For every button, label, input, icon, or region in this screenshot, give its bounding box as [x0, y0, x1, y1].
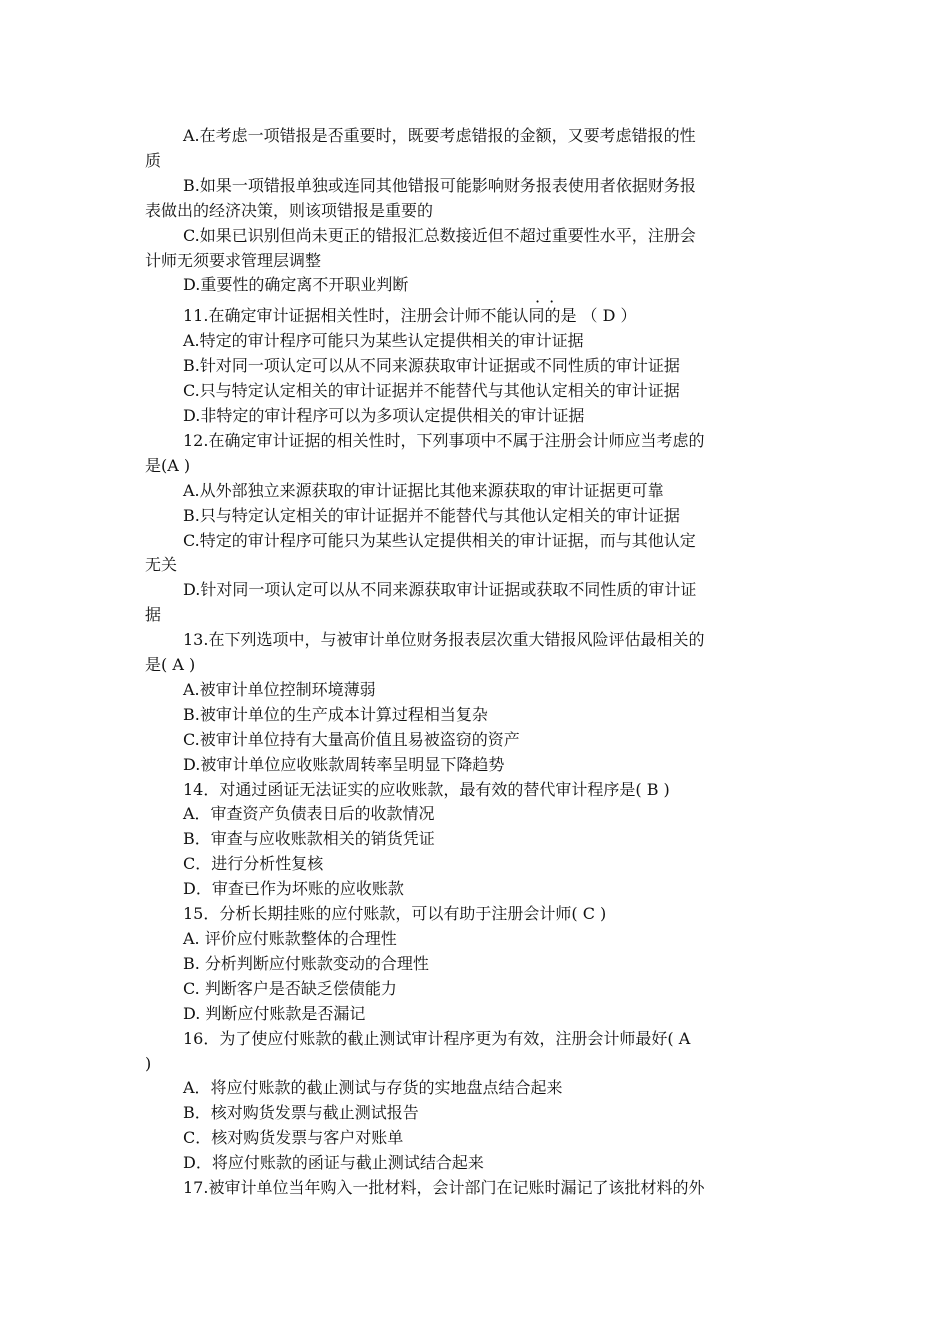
- text-line: 质: [145, 150, 162, 170]
- text-line: A.被审计单位控制环境薄弱: [183, 679, 376, 699]
- text-line: D.针对同一项认定可以从不同来源获取审计证据或获取不同性质的审计证: [183, 580, 697, 600]
- emphasis-dots: ··: [535, 292, 564, 312]
- text-line: C. 判断客户是否缺乏偿债能力: [183, 978, 397, 998]
- text-line: B.如果一项错报单独或连同其他错报可能影响财务报表使用者依据财务报: [183, 175, 696, 195]
- text-line: B．审查与应收账款相关的销货凭证: [183, 829, 435, 849]
- text-line: 13.在下列选项中，与被审计单位财务报表层次重大错报风险评估最相关的: [183, 630, 705, 650]
- text-line: 15．分析长期挂账的应付账款，可以有助于注册会计师( C ): [183, 904, 607, 924]
- text-line: D. 判断应付账款是否漏记: [183, 1003, 366, 1023]
- text-line: B．核对购货发票与截止测试报告: [183, 1103, 419, 1123]
- text-line: C.特定的审计程序可能只为某些认定提供相关的审计证据，而与其他认定: [183, 530, 696, 550]
- text-line: 计师无须要求管理层调整: [145, 250, 322, 270]
- text-line: B.针对同一项认定可以从不同来源获取审计证据或不同性质的审计证据: [183, 356, 680, 376]
- text-line: 12.在确定审计证据的相关性时，下列事项中不属于注册会计师应当考虑的: [183, 430, 705, 450]
- text-line: 无关: [145, 555, 178, 575]
- text-line: C．核对购货发票与客户对账单: [183, 1128, 404, 1148]
- text-line: A．将应付账款的截止测试与存货的实地盘点结合起来: [183, 1078, 563, 1098]
- text-line: D.非特定的审计程序可以为多项认定提供相关的审计证据: [183, 405, 585, 425]
- text-line: 14．对通过函证无法证实的应收账款，最有效的替代审计程序是( B ): [183, 779, 670, 799]
- text-line: D.被审计单位应收账款周转率呈明显下降趋势: [183, 754, 505, 774]
- text-line: B. 分析判断应付账款变动的合理性: [183, 953, 429, 973]
- text-line: A.从外部独立来源获取的审计证据比其他来源获取的审计证据更可靠: [183, 480, 664, 500]
- text-line: 据: [145, 605, 162, 625]
- text-line: 17.被审计单位当年购入一批材料，会计部门在记账时漏记了该批材料的外: [183, 1178, 705, 1198]
- text-line: D．审查已作为坏账的应收账款: [183, 879, 404, 899]
- text-line: A.特定的审计程序可能只为某些认定提供相关的审计证据: [183, 331, 584, 351]
- text-line: ): [145, 1053, 152, 1073]
- text-line: C.只与特定认定相关的审计证据并不能替代与其他认定相关的审计证据: [183, 381, 680, 401]
- text-line: D.重要性的确定离不开职业判断: [183, 275, 409, 295]
- text-line: B.被审计单位的生产成本计算过程相当复杂: [183, 704, 488, 724]
- text-line: C.如果已识别但尚未更正的错报汇总数接近但不超过重要性水平，注册会: [183, 225, 696, 245]
- text-line: B.只与特定认定相关的审计证据并不能替代与其他认定相关的审计证据: [183, 505, 680, 525]
- text-line: 是( A ): [145, 655, 196, 675]
- text-line: A.在考虑一项错报是否重要时，既要考虑错报的金额，又要考虑错报的性: [183, 126, 696, 145]
- text-line: A. 评价应付账款整体的合理性: [183, 929, 397, 948]
- text-line: C.被审计单位持有大量高价值且易被盗窃的资产: [183, 729, 520, 749]
- text-line: A．审查资产负债表日后的收款情况: [183, 804, 435, 824]
- question-11: [145, 292, 807, 329]
- document-page: [145, 124, 807, 1201]
- text-line: C．进行分析性复核: [183, 854, 324, 874]
- text-block-options-10: [145, 124, 807, 298]
- question-11-text: 11.在确定审计证据相关性时，注册会计师不能认同的是 （ D ）: [183, 306, 637, 326]
- text-line: 16．为了使应付账款的截止测试审计程序更为有效，注册会计师最好( A: [183, 1028, 691, 1048]
- text-line: 表做出的经济决策，则该项错报是重要的: [145, 200, 434, 220]
- text-line: 是(A ): [145, 455, 191, 475]
- text-block-questions: [145, 329, 807, 1201]
- text-line: D．将应付账款的函证与截止测试结合起来: [183, 1153, 484, 1173]
